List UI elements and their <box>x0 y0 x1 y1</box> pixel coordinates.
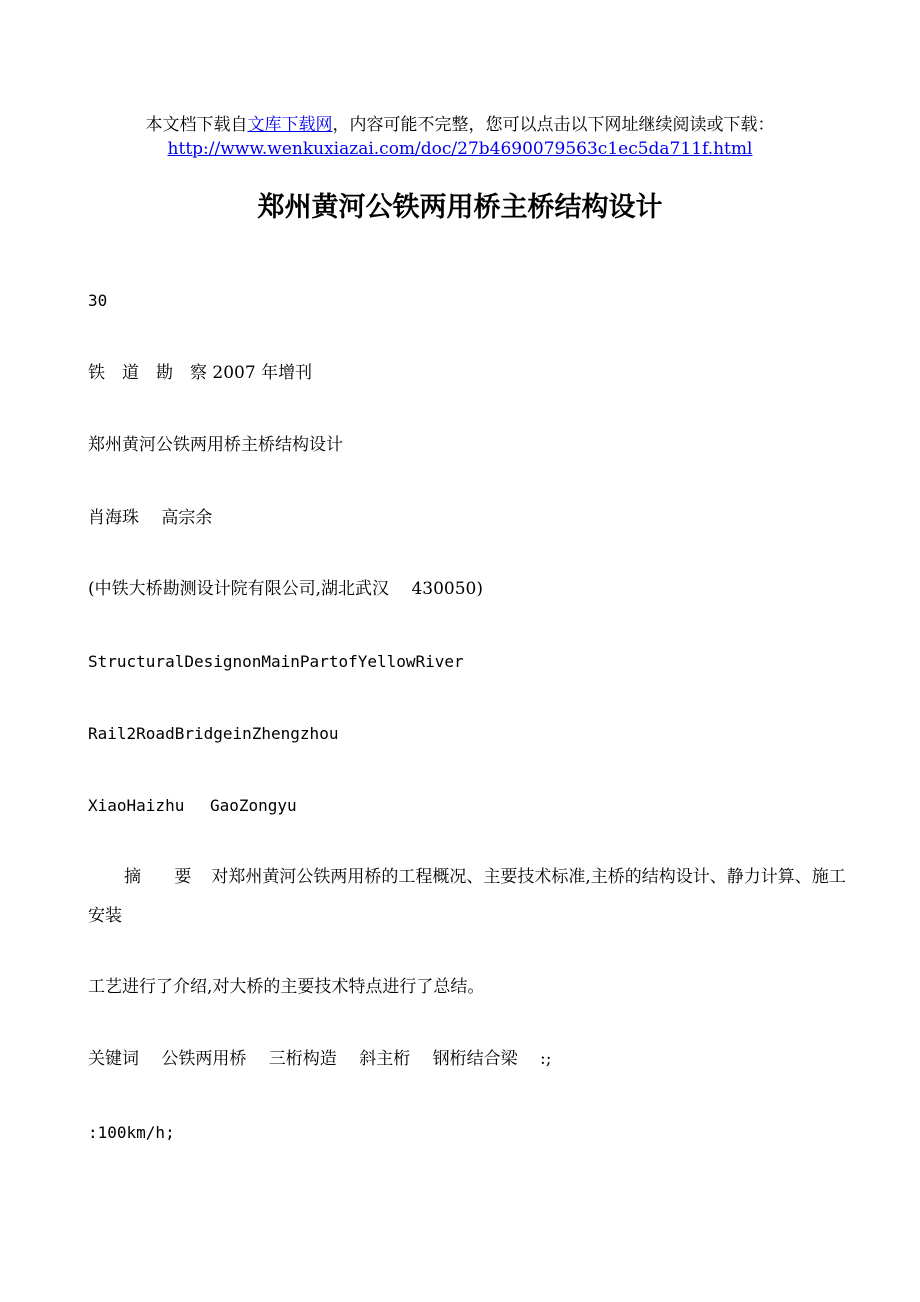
english-title-line-1: StructuralDesignonMainPartofYellowRiver <box>88 652 464 671</box>
abstract-continuation: 工艺进行了介绍,对大桥的主要技术特点进行了总结。 <box>88 977 485 997</box>
download-url-link[interactable]: http://www.wenkuxiazai.com/doc/27b4690079563c1ec5da711f.html <box>167 139 753 159</box>
download-notice <box>0 113 920 161</box>
journal-line: 铁 道 勘 察 2007 年增刊 <box>88 363 313 383</box>
notice-prefix: 本文档下载自 <box>145 115 248 135</box>
page-number: 30 <box>88 291 108 310</box>
abstract-body: 对郑州黄河公铁两用桥的工程概况、主要技术标准,主桥的结构设计、静力计算、施工安装 <box>88 867 846 926</box>
notice-suffix: ，内容可能不完整，您可以点击以下网址继续阅读或下载： <box>332 115 775 135</box>
english-title-line-2: Rail2RoadBridgeinZhengzhou <box>88 724 339 743</box>
abstract-heading: 摘 要 <box>124 867 206 887</box>
document-title: 郑州黄河公铁两用桥主桥结构设计 <box>257 192 663 223</box>
wenku-link[interactable]: 文库下载网 <box>247 115 333 135</box>
english-authors: XiaoHaizhu GaoZongyu <box>88 796 297 815</box>
chinese-title: 郑州黄河公铁两用桥主桥结构设计 <box>88 435 343 455</box>
design-speed: :100km/h; <box>88 1123 175 1142</box>
affiliation: (中铁大桥勘测设计院有限公司,湖北武汉 430050) <box>88 579 483 599</box>
authors: 肖海珠 高宗余 <box>88 508 213 528</box>
keywords: 关键词 公铁两用桥 三桁构造 斜主桁 钢桁结合梁 :; <box>88 1049 552 1069</box>
abstract-paragraph <box>88 858 848 936</box>
